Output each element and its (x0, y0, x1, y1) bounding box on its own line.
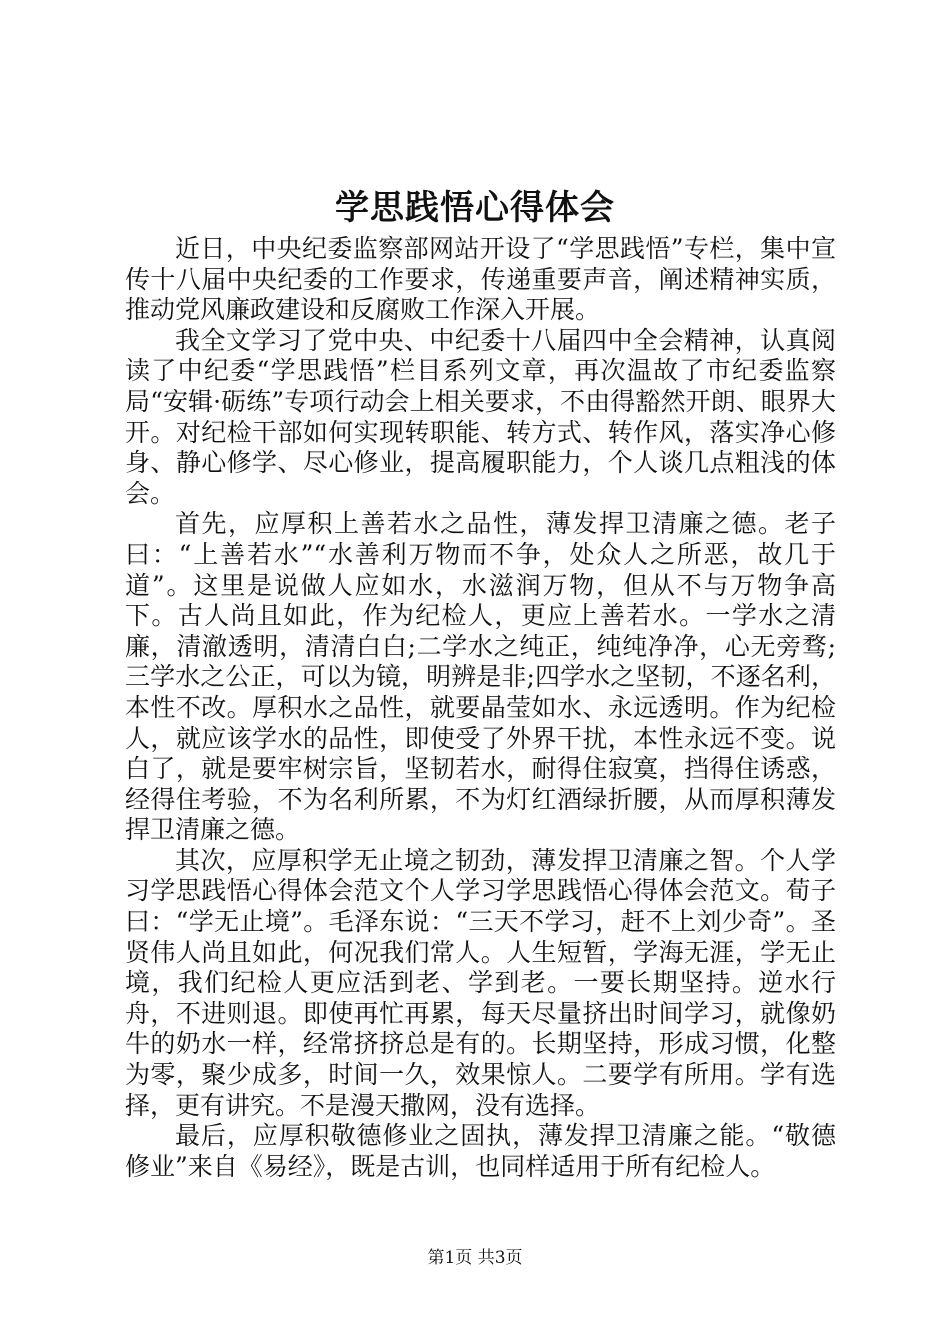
page-number-footer: 第1页 共3页 (427, 1248, 523, 1268)
paragraph: 近日，中央纪委监察部网站开设了“学思践悟”专栏，集中宣传十八届中央纪委的工作要求，传递重要声音，阐述精神实质，推动党风廉政建设和反腐败工作深入开展。 (125, 234, 836, 325)
paragraph: 其次，应厚积学无止境之韧劲，薄发捍卫清廉之智。个人学习学思践悟心得体会范文个人学习学思践悟心得体会范文。荀子曰：“学无止境”。毛泽东说：“三天不学习，赶不上刘少奇”。圣贤伟人尚且如此，何况我们常人。人生短暂，学海无涯，学无止境，我们纪检人更应活到老、学到老。一要长期坚持。逆水行舟，不进则退。即使再忙再累，每天尽量挤出时间学习，就像奶牛的奶水一样，经常挤挤总是有的。长期坚持，形成习惯，化整为零，聚少成多，时间一久，效果惊人。二要学有所用。学有选择，更有讲究。不是漫天撒网，没有选择。 (125, 845, 836, 1120)
paragraph: 最后，应厚积敬德修业之固执，薄发捍卫清廉之能。“敬德修业”来自《易经》，既是古训，也同样适用于所有纪检人。 (125, 1121, 836, 1181)
document-body (125, 234, 836, 1182)
paragraph: 我全文学习了党中央、中纪委十八届四中全会精神，认真阅读了中纪委“学思践悟”栏目系列文章，再次温故了市纪委监察局“安辑·砺练”专项行动会上相关要求，不由得豁然开朗、眼界大开。对纪检干部如何实现转职能、转方式、转作风，落实净心修身、静心修学、尽心修业，提高履职能力，个人谈几点粗浅的体会。 (125, 325, 836, 508)
document-title: 学思践悟心得体会 (335, 188, 615, 228)
paragraph: 首先，应厚积上善若水之品性，薄发捍卫清廉之德。老子曰：“上善若水”“水善利万物而不争，处众人之所恶，故几于道”。这里是说做人应如水，水滋润万物，但从不与万物争高下。古人尚且如此，作为纪检人，更应上善若水。一学水之清廉，清澈透明，清清白白;二学水之纯正，纯纯净净，心无旁骛;三学水之公正，可以为镜，明辨是非;四学水之坚韧，不逐名利，本性不改。厚积水之品性，就要晶莹如水、永远透明。作为纪检人，就应该学水的品性，即使受了外界干扰，本性永远不变。说白了，就是要牢树宗旨，坚韧若水，耐得住寂寞，挡得住诱惑，经得住考验，不为名利所累，不为灯红酒绿折腰，从而厚积薄发捍卫清廉之德。 (125, 509, 836, 845)
